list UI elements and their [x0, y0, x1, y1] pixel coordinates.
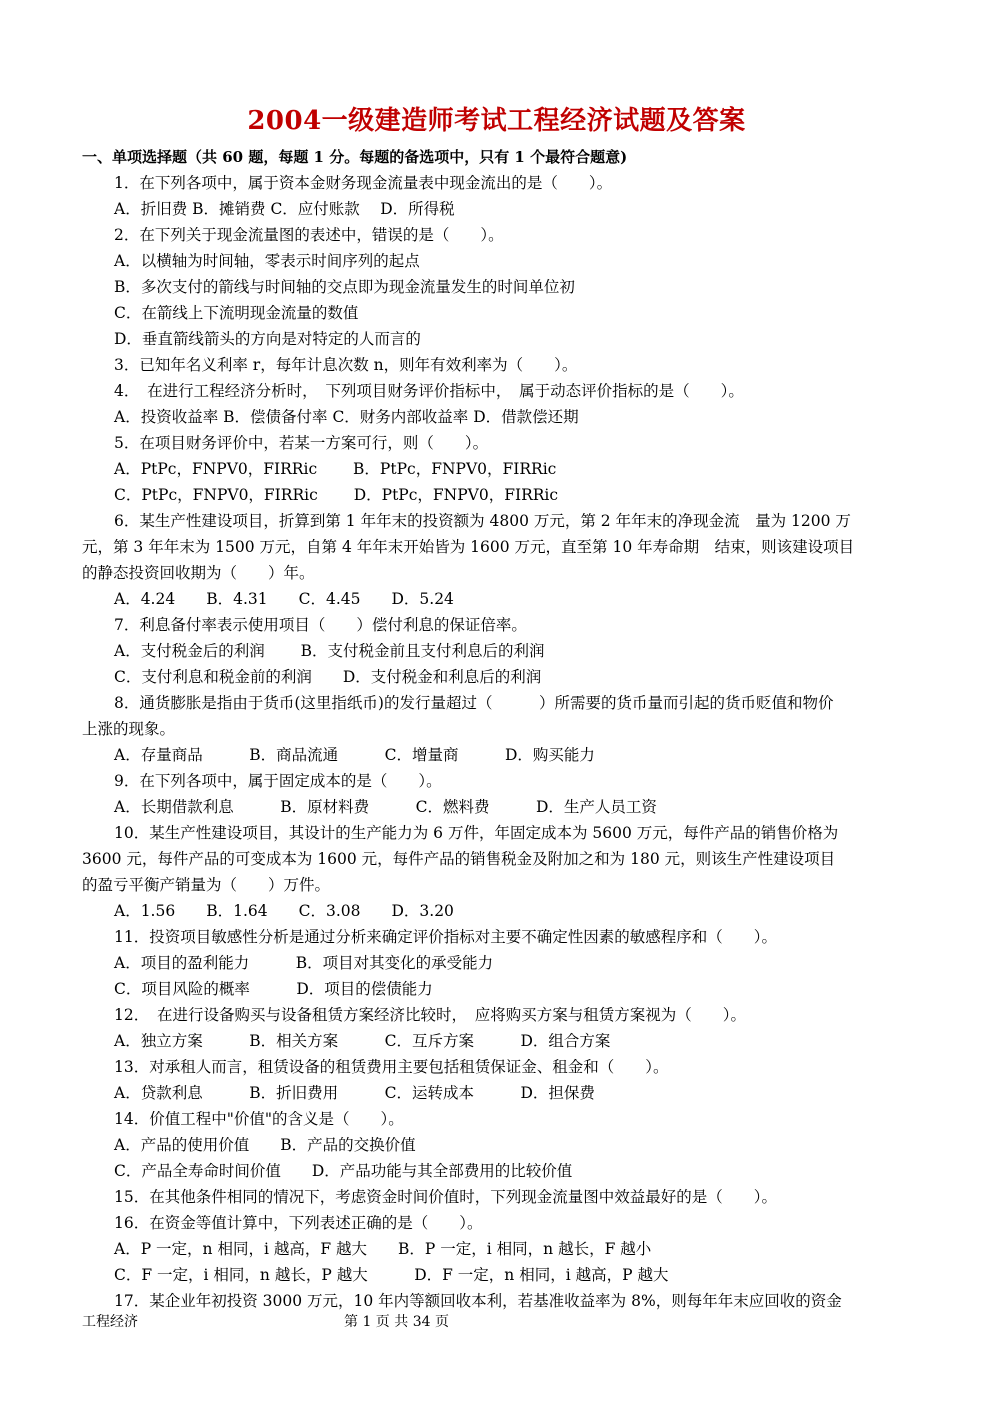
question-text: 14．价值工程中"价值"的含义是（ ）。	[114, 1110, 404, 1128]
answer-options: D．垂直箭线箭头的方向是对特定的人而言的	[114, 330, 421, 348]
question-text: 1．在下列各项中，属于资本金财务现金流量表中现金流出的是（ ）。	[114, 174, 613, 192]
answer-options: A．贷款利息 B．折旧费用 C．运转成本 D．担保费	[114, 1084, 595, 1102]
answer-options: C．PtPc，FNPV0，FIRRic D．PtPc，FNPV0，FIRRic	[114, 486, 559, 504]
question-text: 2．在下列关于现金流量图的表述中，错误的是（ ）。	[114, 226, 504, 244]
page-number: 第 1 页 共 34 页	[344, 1314, 449, 1330]
question-text: 10．某生产性建设项目，其设计的生产能力为 6 万件，年固定成本为 5600 万元，每件产品的销售价格为	[114, 824, 839, 842]
answer-options: A．PtPc，FNPV0，FIRRic B．PtPc，FNPV0，FIRRic	[114, 460, 557, 478]
question-text: 4． 在进行工程经济分析时， 下列项目财务评价指标中， 属于动态评价指标的是（ ）。	[114, 382, 744, 400]
question-text: 9．在下列各项中，属于固定成本的是（ ）。	[114, 772, 442, 790]
question-text: 3．已知年名义利率 r，每年计息次数 n，则年有效利率为（ ）。	[114, 356, 578, 374]
question-list	[82, 170, 912, 1314]
question-text-continued: 的静态投资回收期为（ ）年。	[82, 564, 315, 582]
question-text: 13．对承租人而言，租赁设备的租赁费用主要包括租赁保证金、租金和（ ）。	[114, 1058, 669, 1076]
answer-options: A．长期借款利息 B．原材料费 C．燃料费 D．生产人员工资	[114, 798, 657, 816]
answer-options: A．支付税金后的利润 B．支付税金前且支付利息后的利润	[114, 642, 545, 660]
section-heading: 一、单项选择题（共 60 题，每题 1 分。每题的备选项中，只有 1 个最符合题意)	[82, 148, 628, 166]
question-text: 16．在资金等值计算中，下列表述正确的是（ ）。	[114, 1214, 483, 1232]
answer-options: A．4.24 B．4.31 C．4.45 D．5.24	[114, 590, 454, 608]
question-text: 7．利息备付率表示使用项目（ ）偿付利息的保证倍率。	[114, 616, 527, 634]
question-text-continued: 3600 元，每件产品的可变成本为 1600 元，每件产品的销售税金及附加之和为 180 元，则该生产性建设项目	[82, 850, 836, 868]
answer-options: B．多次支付的箭线与时间轴的交点即为现金流量发生的时间单位初	[114, 278, 575, 296]
answer-options: A．产品的使用价值 B．产品的交换价值	[114, 1136, 416, 1154]
footer-subject: 工程经济	[82, 1314, 138, 1330]
answer-options: A．投资收益率 B．偿债备付率 C．财务内部收益率 D．借款偿还期	[114, 408, 579, 426]
answer-options: A．折旧费 B．摊销费 C．应付账款 D．所得税	[114, 200, 455, 218]
question-text: 17．某企业年初投资 3000 万元，10 年内等额回收本利，若基准收益率为 8%，则每年年末应回收的资金	[114, 1292, 842, 1310]
answer-options: A．存量商品 B．商品流通 C．增量商 D．购买能力	[114, 746, 595, 764]
answer-options: A．1.56 B．1.64 C．3.08 D．3.20	[114, 902, 454, 920]
question-text-continued: 的盈亏平衡产销量为（ ）万件。	[82, 876, 331, 894]
answer-options: A．以横轴为时间轴，零表示时间序列的起点	[114, 252, 420, 270]
question-text: 15．在其他条件相同的情况下，考虑资金时间价值时，下列现金流量图中效益最好的是（ ）。	[114, 1188, 777, 1206]
answer-options: A．P 一定，n 相同，i 越高，F 越大 B．P 一定，i 相同，n 越长，F 越小	[114, 1240, 652, 1258]
page-footer	[82, 1311, 912, 1331]
question-text: 12． 在进行设备购买与设备租赁方案经济比较时， 应将购买方案与租赁方案视为（ ）。	[114, 1006, 746, 1024]
question-text: 5．在项目财务评价中，若某一方案可行，则（ ）。	[114, 434, 489, 452]
answer-options: C．项目风险的概率 D．项目的偿债能力	[114, 980, 433, 998]
answer-options: A．独立方案 B．相关方案 C．互斥方案 D．组合方案	[114, 1032, 611, 1050]
answer-options: C．F 一定，i 相同，n 越长，P 越大 D．F 一定，n 相同，i 越高，P 越大	[114, 1266, 669, 1284]
answer-options: A．项目的盈利能力 B．项目对其变化的承受能力	[114, 954, 494, 972]
document-title: 2004一级建造师考试工程经济试题及答案	[247, 106, 746, 136]
question-text-continued: 元，第 3 年年末为 1500 万元，自第 4 年年末开始皆为 1600 万元，直至第 10 年寿命期 结束，则该建设项目	[82, 538, 855, 556]
answer-options: C．产品全寿命时间价值 D．产品功能与其全部费用的比较价值	[114, 1162, 573, 1180]
answer-options: C．在箭线上下流明现金流量的数值	[114, 304, 359, 322]
question-text: 8．通货膨胀是指由于货币(这里指纸币)的发行量超过（ ）所需要的货币量而引起的货币贬值和物价	[114, 694, 834, 712]
question-text: 11．投资项目敏感性分析是通过分析来确定评价指标对主要不确定性因素的敏感程序和（ ）。	[114, 928, 777, 946]
answer-options: C．支付利息和税金前的利润 D．支付税金和利息后的利润	[114, 668, 542, 686]
question-text: 6．某生产性建设项目，折算到第 1 年年末的投资额为 4800 万元，第 2 年年末的净现金流 量为 1200 万	[114, 512, 851, 530]
question-text-continued: 上涨的现象。	[82, 720, 176, 738]
